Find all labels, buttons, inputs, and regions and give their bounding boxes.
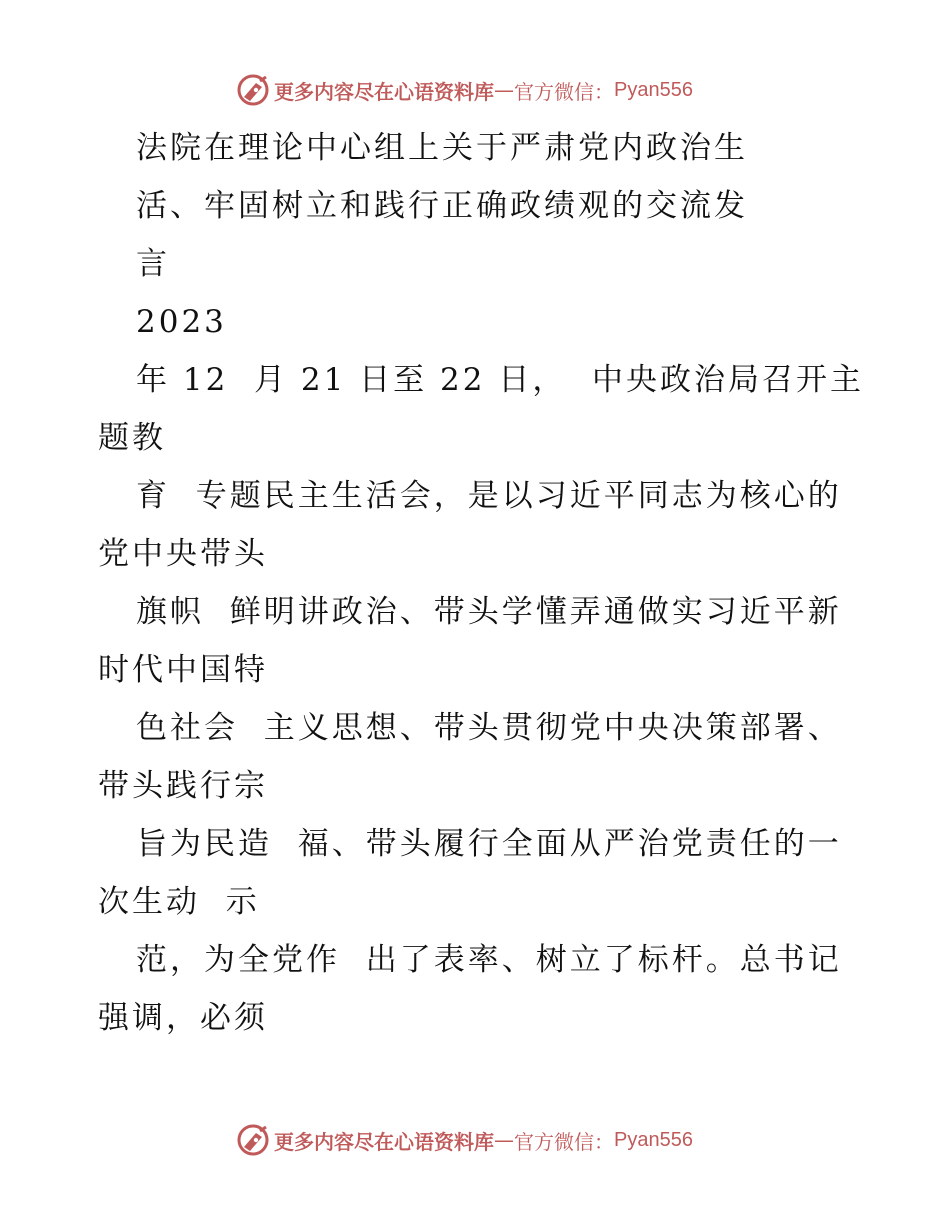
body-line: 带头践行宗 (98, 768, 268, 804)
body-line: 旗帜 鲜明讲政治、带头学懂弄通做实习近平新 (136, 594, 842, 630)
watermark-wechat-id: Pyan556 (614, 1128, 693, 1151)
body-line: 题教 (98, 420, 166, 456)
watermark-wechat-label: 官方微信： (514, 79, 614, 104)
pen-nib-logo-icon (236, 1123, 270, 1157)
title-line-2: 活、牢固树立和践行正确政绩观的交流发 (136, 188, 748, 224)
pen-nib-logo-icon (236, 73, 270, 107)
watermark-wechat-id: Pyan556 (614, 78, 693, 101)
body-line: 党中央带头 (98, 536, 268, 572)
title-line-1: 法院在理论中心组上关于严肃党内政治生 (136, 130, 748, 166)
body-line: 年 12 月 21 日至 22 日， 中央政治局召开主 (136, 362, 865, 398)
body-line: 旨为民造 福、带头履行全面从严治党责任的一 (136, 826, 842, 862)
year-line: 2023 (136, 304, 227, 340)
body-line: 色社会 主义思想、带头贯彻党中央决策部署、 (136, 710, 842, 746)
watermark-dash: — (494, 78, 514, 102)
watermark-dash: — (494, 1128, 514, 1152)
body-line: 时代中国特 (98, 652, 268, 688)
footer-watermark (236, 1122, 693, 1158)
watermark-wechat-label: 官方微信： (514, 1129, 614, 1154)
watermark-main-text: 更多内容尽在心语资料库 (274, 1129, 494, 1154)
body-line: 范，为全党作 出了表率、树立了标杆。总书记 (136, 942, 842, 978)
body-line: 强调，必须 (98, 1000, 268, 1036)
header-watermark (236, 72, 693, 108)
title-line-3: 言 (136, 246, 170, 282)
watermark-main-text: 更多内容尽在心语资料库 (274, 79, 494, 104)
body-line: 育 专题民主生活会，是以习近平同志为核心的 (136, 478, 842, 514)
body-line: 次生动 示 (98, 884, 260, 920)
